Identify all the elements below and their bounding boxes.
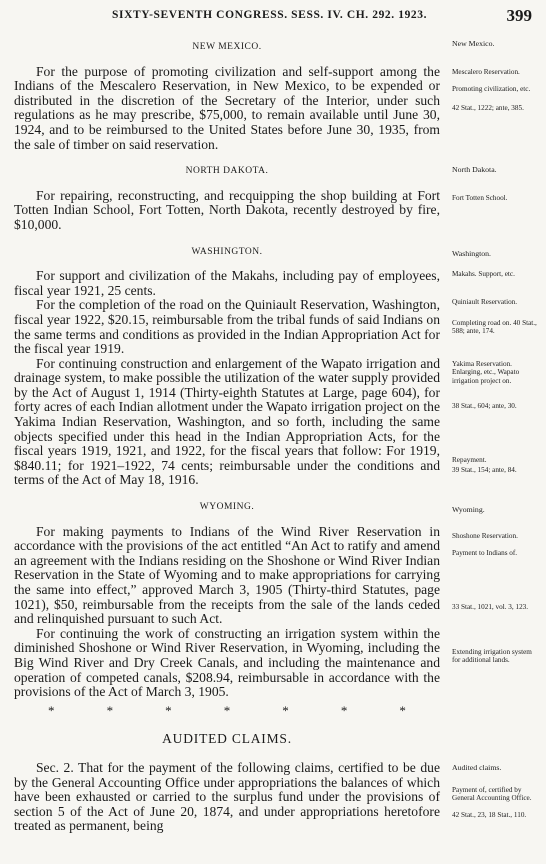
margin-note: Fort Totten School. (452, 194, 508, 202)
page-header (0, 6, 546, 28)
margin-note: Shoshone Reservation. (452, 532, 518, 540)
star: * (48, 702, 55, 718)
paragraph-wind-river: For making payments to Indians of the Wind River Reservation in accordance with the provisions of the act entitled “An Act to ratify and amend an agreement with the Indians residing on the Shoshone or Wind River Indian Reservation in the State of Wyoming and to make appropriations for carrying the same into effect,” approved March 3, 1905 (Thirty-third Statutes, page 1021), $50, reimbursable from the receipts from the sale of the lands ceded and relinquished pursuant to such Act. (14, 523, 440, 627)
margin-note: Audited claims. (452, 763, 502, 772)
paragraph-section-2: Sec. 2. That for the payment of the following claims, certified to be due by the General Accounting Office under appropriations the balances of which have been exhausted or carried to the surplus fund under the provisions of section 5 of the Act of June 20, 1874, and under appropriations heretofore treated as permanent, being (14, 759, 440, 834)
main-text-column (14, 34, 440, 834)
margin-note: Mescalero Reservation. (452, 68, 520, 76)
star: * (399, 702, 406, 718)
star: * (165, 702, 172, 718)
margin-note: Yakima Reservation. Enlarging, etc., Wapato irrigation project on. (452, 360, 520, 385)
margin-note: Makahs. Support, etc. (452, 270, 515, 278)
margin-note: Payment of, certified by General Accounting Office. (452, 786, 532, 803)
section-break-stars (14, 704, 440, 719)
margin-note: North Dakota. (452, 165, 497, 174)
star: * (106, 702, 114, 718)
section-heading-north-dakota: NORTH DAKOTA. (185, 166, 269, 177)
margin-note: 42 Stat., 23, 18 Stat., 110. (452, 811, 527, 819)
star: * (340, 702, 348, 718)
section-heading-washington: WASHINGTON. (191, 246, 263, 257)
margin-note: 33 Stat., 1021, vol. 3, 123. (452, 603, 529, 611)
star: * (282, 702, 289, 718)
paragraph-fort-totten: For repairing, reconstructing, and recquipping the shop building at Fort Totten Indian School, Fort Totten, North Dakota, recently destroyed by fire, $10,000. (14, 187, 440, 232)
margin-note: Wyoming. (452, 505, 485, 514)
margin-note: 42 Stat., 1222; ante, 385. (452, 104, 524, 112)
margin-note: Promoting civilization, etc. (452, 85, 531, 93)
page-number: 399 (506, 6, 532, 25)
running-head: SIXTY-SEVENTH CONGRESS. SESS. IV. CH. 292. 1923. (112, 9, 428, 21)
margin-note: New Mexico. (452, 39, 495, 48)
audited-claims-heading: AUDITED CLAIMS. (162, 731, 292, 747)
margin-note: 38 Stat., 604; ante, 30. (452, 402, 517, 410)
margin-note: 39 Stat., 154; ante, 84. (452, 466, 517, 474)
section-heading-new-mexico: NEW MEXICO. (192, 42, 262, 52)
margin-note: Completing road on. 40 Stat., 588; ante, 174. (452, 319, 537, 336)
paragraph-irrigation-system: For continuing the work of constructing an irrigation system within the diminished Shoshone or Wind River Reservation, in Wyoming, including the Big Wind River and Dry Creek Canals, and including the maintenance and operation of competed canals, $208.94, reimbursable in accordance with the provisions of the Act of March 3, 1905. (14, 625, 440, 700)
paragraph-makahs: For support and civilization of the Makahs, including pay of employees, fiscal year 1921, 25 cents. (14, 268, 440, 298)
margin-note: Payment to Indians of. (452, 549, 518, 557)
margin-note: Repayment. (452, 456, 487, 464)
margin-note: Extending irrigation system for additional lands. (452, 648, 532, 665)
paragraph-wapato: For continuing construction and enlargement of the Wapato irrigation and drainage system, to make possible the utilization of the water supply provided by the Act of August 1, 1914 (Thirty-eighth Statutes at Large, page 604), for forty acres of each Indian allotment under the Wapato irrigation project on the Yakima Indian Reservation, Washington, and so forth, including the same objects specified under this head in the Indian Appropriation Acts, for the fiscal years 1919, 1921, and 1922, for the fiscal years that follow: For 1919, $840.11; for 1921–1922, 74 cents; reimbursable under the conditions and terms of the Act of May 18, 1916. (14, 355, 440, 488)
section-heading-wyoming: WYOMING. (199, 502, 255, 513)
margin-note: Quiniault Reservation. (452, 298, 518, 306)
paragraph-quiniault: For the completion of the road on the Quiniault Reservation, Washington, fiscal year 1922, $20.15, reimbursable from the tribal funds of said Indians on the same terms and conditions as provided in the Indian Appropriation Act for the fiscal year 1919. (14, 297, 440, 357)
paragraph-mescalero: For the purpose of promoting civilization and self-support among the Indians of the Mescalero Reservation, in New Mexico, to be expended or distributed in the discretion of the Secretary of the Interior, under such regulations as he may prescribe, $75,000, to remain available until June 30, 1924, and to be reimbursed to the United States before June 30, 1935, from the sale of timber on said reservation. (14, 63, 440, 152)
margin-note: Washington. (452, 249, 492, 258)
star: * (223, 702, 231, 718)
